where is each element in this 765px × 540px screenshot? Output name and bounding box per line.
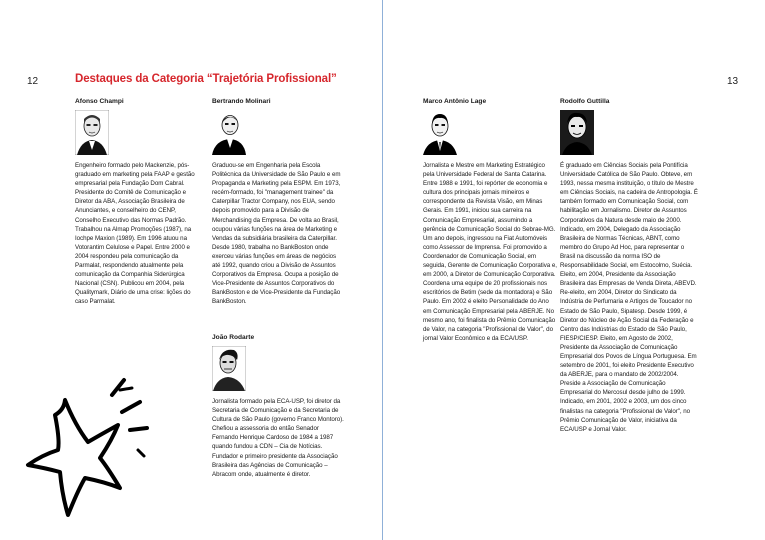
person-name: Afonso Champi: [75, 98, 124, 105]
person-name: Marco Antônio Lage: [423, 98, 487, 105]
person-bio: Jornalista formado pela ECA-USP, foi diretor da Secretaria de Comunicação e da Secretaria de Cultura de São Paulo (governo Franco Montoro). Chefiou a assessoria do então Senador Fernando Henrique Cardoso de 1984 a 1987 quando fundou a CDN – Cia de Notícias. Fundador e primeiro presidente da Associação Brasileira das Agências de Comunicação – Abracom onde, atualmente é diretor.: [212, 398, 344, 478]
person-bio: Graduou-se em Engenharia pela Escola Politécnica da Universidade de São Paulo e em Propaganda e Marketing pela ESPM. Em 1973, recém-formado, foi "management trainee" da Caterpillar Tractor Company, nos EUA, sendo depois promovido para a Divisão de Merchandising da Empresa. De volta ao Brasil, ocupou várias funções na área de Marketing e Vendas da subsidiária brasileira da Caterpillar. Desde 1980, trabalha no BankBoston onde exerceu várias funções em áreas de negócios até 1992, quando criou a Divisão de Assuntos Corporativos da Empresa. Ocupa a posição de Vice-Presidente de Assuntos Corporativos do BankBoston e de Vice-Presidente da Fundação BankBoston.: [212, 162, 341, 306]
page-number-left: 12: [27, 76, 39, 87]
person-bio: É graduado em Ciências Sociais pela Pontifícia Universidade Católica de São Paulo. Obteve, em 1993, nessa mesma instituição, o título de Mestre em Ciências Sociais, na cadeira de Antropologia. É também formado em Comunicação Social, com habilitação em Jornalismo. Diretor de Assuntos Corporativos da Natura desde maio de 2000. Indicado, em 2004, Delegado da Associação Brasileira de Normas Técnicas, ABNT, como membro do Grupo Ad Hoc, para representar o Brasil na discussão da norma ISO de Responsabilidade Social, em Estocolmo, Suécia. Eleito, em 2004, Presidente da Associação Brasileira das Empresas de Venda Direta, ABEVD. Re-eleito, em 2004, Diretor do Sindicato da Indústria de Perfumaria e Artigos de Toucador no Estado de São Paulo, Sipatesp. Desde 1999, é Diretor do Núcleo de Ação Social da Federação e Centro das Indústrias do Estado de São Paulo, FIESP/CIESP. Eleito, em Agosto de 2002, Presidente da Associação de Comunicação Empresarial dos Povos de Língua Portuguesa. Em setembro de 2001, foi eleito Presidente Executivo da ABERJE, para o mandato de 2002/2004. Preside a Associação de Comunicação Empresarial do Mercosul desde julho de 1999. Indicado, em 2001, 2002 e 2003, um dos cinco finalistas na categoria "Profissional de Valor", no Prêmio Comunicação de Valor, iniciativa da ECA/USP e Jornal Valor.: [560, 162, 698, 433]
section-title: Destaques da Categoria “Trajetória Profissional”: [75, 73, 337, 85]
person-bio: Jornalista e Mestre em Marketing Estratégico pela Universidade Federal de Santa Catarina. Entre 1988 e 1991, foi repórter de economia e cultura dos principais jornais mineiros e correspondente da Revista Visão, em Minas Gerais. Em 1991, iniciou sua carreira na Comunicação Empresarial, assumindo a gerência de Comunicação Social do Sebrae-MG. Um ano depois, ingressou na Fiat Automóveis como Assessor de Imprensa. Foi promovido a Coordenador de Comunicação Social, em seguida, Gerente de Comunicação Corporativa e, em 2000, a Diretor de Comunicação Corporativa. Coordena uma equipe de 20 profissionais nos escritórios de Betim (sede da montadora) e São Paulo. Em 2002 é eleito Personalidade do Ano em Comunicação Empresarial pela ABERJE. No mesmo ano, foi finalista do Prêmio Comunicação de Valor, na categoria "Profissional de Valor", do jornal Valor Econômico e da ECA/USP.: [423, 162, 557, 342]
profile-marco-antonio-lage: [423, 98, 557, 343]
star-doodle-icon: [20, 370, 160, 530]
portrait-photo: [423, 110, 457, 155]
portrait-photo: [560, 110, 594, 155]
portrait-photo: [75, 110, 109, 155]
profile-bertrando-molinari: [212, 98, 346, 307]
person-name: João Rodarte: [212, 334, 255, 341]
page-number-right: 13: [727, 76, 739, 87]
profile-afonso-champi: [75, 98, 200, 307]
profile-joao-rodarte: [212, 334, 346, 479]
profile-rodolfo-guttilla: [560, 98, 698, 434]
person-name: Bertrando Molinari: [212, 98, 271, 105]
portrait-photo: [212, 110, 246, 155]
page-spine: [382, 0, 383, 540]
person-name: Rodolfo Guttilla: [560, 98, 610, 105]
portrait-photo: [212, 346, 246, 391]
person-bio: Engenheiro formado pelo Mackenzie, pós-graduado em marketing pela FAAP e gestão empresarial pela Fundação Dom Cabral. Presidente do Comitê de Comunicação e Diretor da ABA, Associação Brasileira de Anunciantes, e conselheiro do CENP, Conselho Executivo das Normas Padrão. Trabalhou na Almap Promoções (1987), na Iochpe Maxion (1989). Em 1996 atuou na Votorantim Celulose e Papel. Entre 2000 e 2004 respondeu pela comunicação da Parmalat, respondendo atualmente pela comunicação da Companhia Siderúrgica Nacional (CSN). Publicou em 2004, pela Qualitymark, Diário de uma crise: lições do caso Parmalat.: [75, 162, 195, 306]
